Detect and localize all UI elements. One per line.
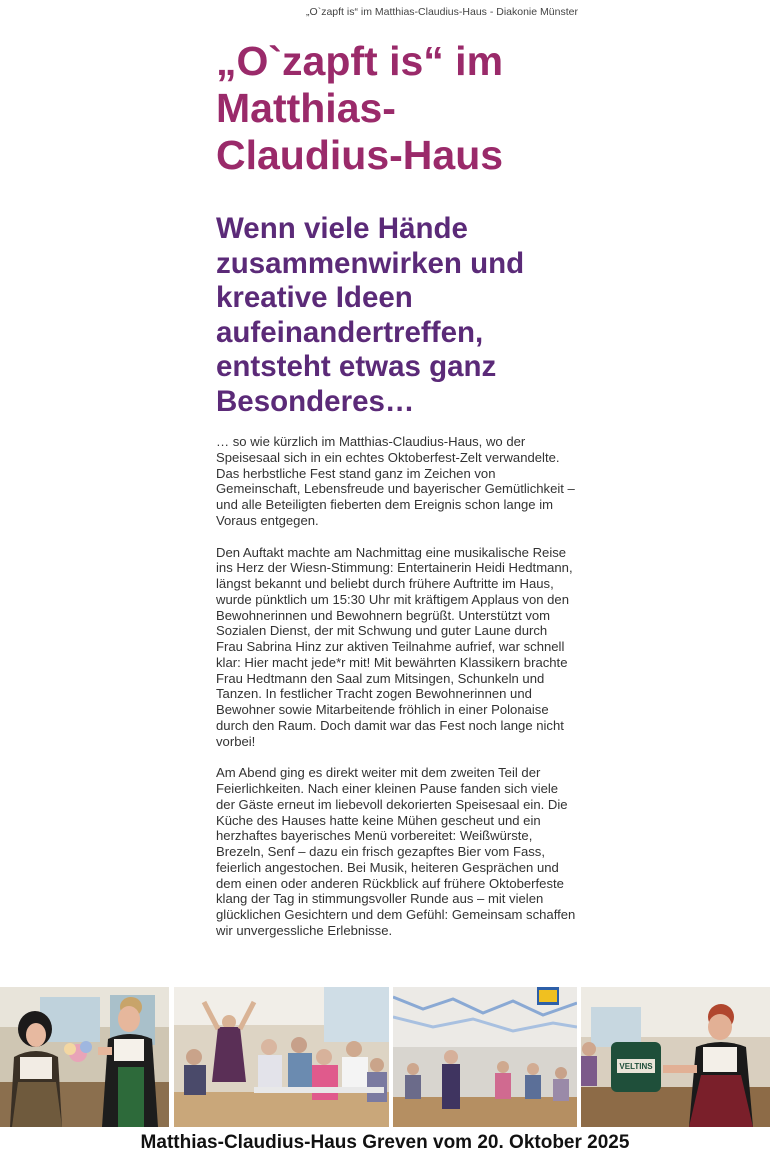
article-subtitle: Wenn viele Hände zusammenwirken und kreative Ideen aufeinandertreffen, entsteht etwas ganz Besonderes…: [216, 212, 525, 418]
article-body: [216, 434, 576, 955]
photo-dancing-hall: [174, 987, 389, 1127]
photo-caption: Matthias-Claudius-Haus Greven vom 20. Oktober 2025: [140, 1132, 630, 1153]
paragraph-2: Den Auftakt machte am Nachmittag eine musikalische Reise ins Herz der Wiesn-Stimmung: Entertainerin Heidi Hedtmann, längst bekannt und beliebt durch frühere Auftritte im Haus, wurde pünktlich um 15:30 Uhr mit kräftigem Applaus von den Bewohnerinnen und Bewohnern begrüßt. Unterstützt vom Sozialen Dienst, der mit Schwung und guter Laune durch Frau Sabrina Hinz zur aktiven Teilnahme aufrief, war schnell klar: Hier macht jede*r mit! Mit bewährten Klassikern brachte Frau Hedtmann den Saal zum Mitsingen, Schunkeln und Tanzen. In festlicher Tracht zogen Bewohnerinnen und Bewohner sowie Mitarbeitende fröhlich in einer Polonaise durch den Raum. Doch damit war das Fest noch lange nicht vorbei!: [216, 544, 573, 749]
photo-singer-with-flowers: [0, 987, 169, 1127]
photo-strip: [0, 987, 770, 1127]
article-title: „O`zapft is“ im Matthias-Claudius-Haus: [216, 38, 504, 178]
source-header: „O`zapft is“ im Matthias-Claudius-Haus - Diakonie Münster: [306, 6, 578, 18]
paragraph-1: … so wie kürzlich im Matthias-Claudius-Haus, wo der Speisesaal sich in ein echtes Oktoberfest-Zelt verwandelte. Das herbstliche Fest stand ganz im Zeichen von Gemeinschaft, Lebensfreude und bayerischer Gemütlichkeit – und alle Beteiligten fieberten dem Ereignis schon lange im Voraus entgegen.: [216, 434, 575, 528]
photo-barrel-tapping: [581, 987, 770, 1127]
paragraph-3: Am Abend ging es direkt weiter mit dem zweiten Teil der Feierlichkeiten. Nach einer kleinen Pause fanden sich viele der Gäste erneut im liebevoll dekorierten Speisesaal ein. Die Küche des Hauses hatte keine Mühen gescheut und ein herzhaftes bayerisches Menü vorbereitet: Weißwürste, Brezeln, Senf – dazu ein frisch gezapftes Bier vom Fass, feierlich angestochen. Bei Musik, heiteren Gesprächen und dem einen oder anderen Rückblick auf frühere Oktoberfeste klang der Tag in stimmungsvoller Runde aus – mit vielen glücklichen Gesichtern und dem Gefühl: Gemeinsam schaffen wir unvergessliche Erlebnisse.: [216, 765, 576, 938]
photo-decorated-hall: [393, 987, 577, 1127]
barrel-label: VELTINS: [619, 1062, 653, 1071]
